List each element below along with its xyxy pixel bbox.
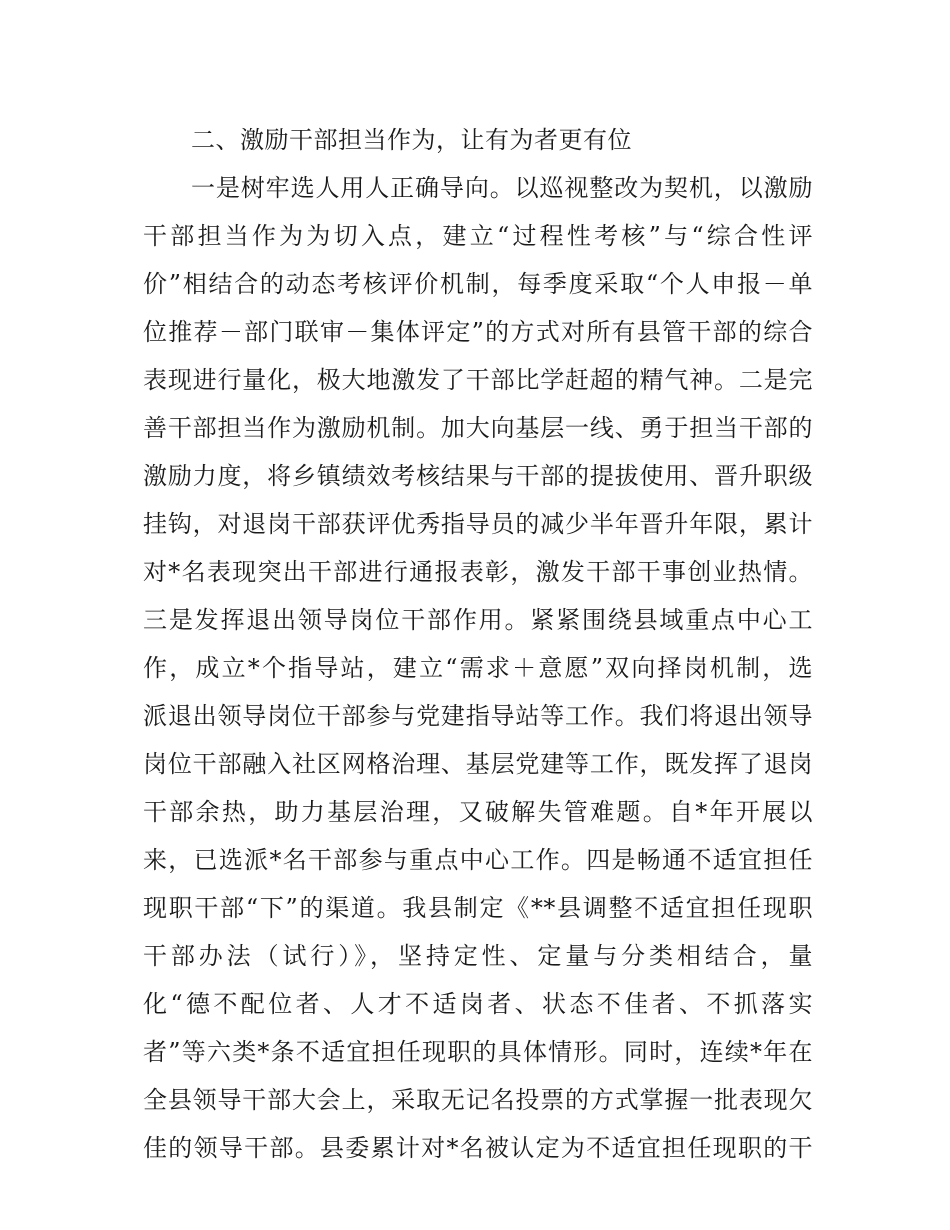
paragraph-line: 佳的领导干部。县委累计对*名被认定为不适宜担任现职的干 <box>143 1134 813 1162</box>
paragraph-line: 作，成立*个指导站，建立“需求＋意愿”双向择岗机制，选 <box>143 654 813 682</box>
paragraph-line: 三是发挥退出领导岗位干部作用。紧紧围绕县域重点中心工 <box>143 606 813 634</box>
paragraph-line: 干部办法（试行）》，坚持定性、定量与分类相结合，量 <box>143 942 813 970</box>
paragraph-line: 全县领导干部大会上，采取无记名投票的方式掌握一批表现欠 <box>143 1086 813 1114</box>
paragraph-line: 对*名表现突出干部进行通报表彰，激发干部干事创业热情。 <box>143 558 813 586</box>
paragraph-line: 现职干部“下”的渠道。我县制定《**县调整不适宜担任现职 <box>143 894 813 922</box>
paragraph-line: 岗位干部融入社区网格治理、基层党建等工作，既发挥了退岗 <box>143 750 813 778</box>
paragraph-line: 派退出领导岗位干部参与党建指导站等工作。我们将退出领导 <box>143 702 813 730</box>
paragraph-line: 位推荐－部门联审－集体评定”的方式对所有县管干部的综合 <box>143 318 813 346</box>
paragraph-line: 激励力度，将乡镇绩效考核结果与干部的提拔使用、晋升职级 <box>143 462 813 490</box>
paragraph-line: 挂钩，对退岗干部获评优秀指导员的减少半年晋升年限，累计 <box>143 510 813 538</box>
paragraph-line: 干部余热，助力基层治理，又破解失管难题。自*年开展以 <box>143 798 813 826</box>
paragraph-line: 者”等六类*条不适宜担任现职的具体情形。同时，连续*年在 <box>143 1038 813 1066</box>
paragraph-line: 价”相结合的动态考核评价机制，每季度采取“个人申报－单 <box>143 270 813 298</box>
document-body <box>143 116 813 1172</box>
paragraph-line: 来，已选派*名干部参与重点中心工作。四是畅通不适宜担任 <box>143 846 813 874</box>
paragraph-line: 善干部担当作为激励机制。加大向基层一线、勇于担当干部的 <box>143 414 813 442</box>
paragraph-line: 表现进行量化，极大地激发了干部比学赶超的精气神。二是完 <box>143 366 813 394</box>
paragraph-line: 一是树牢选人用人正确导向。以巡视整改为契机，以激励 <box>191 174 813 202</box>
paragraph-line: 化“德不配位者、人才不适岗者、状态不佳者、不抓落实 <box>143 990 813 1018</box>
paragraph-line: 干部担当作为为切入点，建立“过程性考核”与“综合性评 <box>143 222 813 250</box>
section-heading: 二、激励干部担当作为，让有为者更有位 <box>191 126 632 154</box>
